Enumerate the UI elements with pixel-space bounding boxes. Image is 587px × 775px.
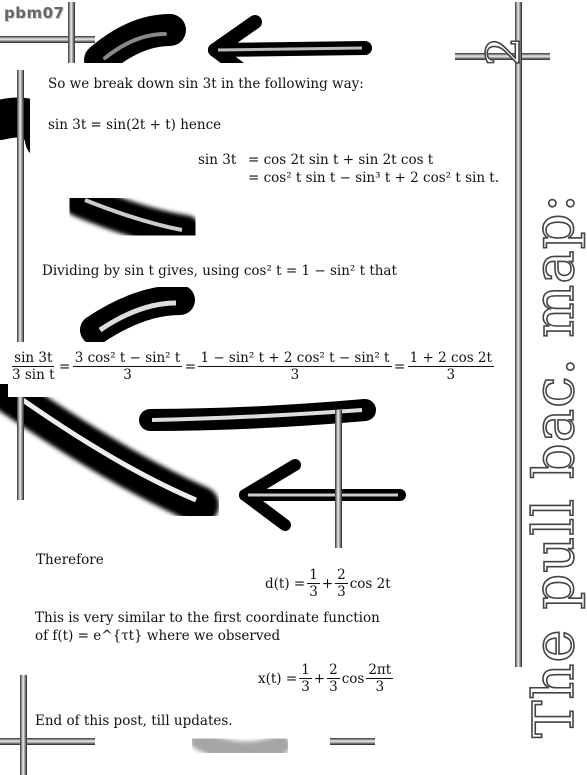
page-number: 2 (476, 36, 530, 66)
x-frac-3-num: 2πt (368, 662, 392, 678)
expansion-rhs-2: = cos² t sin t − sin³ t + 2 cos² t sin t. (248, 170, 500, 186)
d-equation (265, 567, 391, 600)
intro-line-2: sin 3t = sin(2t + t) hence (48, 117, 222, 133)
d-frac-1-num: 1 (309, 567, 318, 583)
equals-3: = (393, 358, 406, 375)
d-frac-1 (307, 567, 320, 600)
fraction-3-den: 3 (290, 367, 300, 383)
x-cos: cos (341, 670, 365, 687)
x-frac-2 (327, 662, 340, 695)
brush-stroke-bottom (200, 740, 280, 751)
similar-line-1: This is very similar to the first coordinate function (35, 610, 380, 626)
dividing-text: Dividing by sin t gives, using cos² t = 1 − sin² t that (42, 263, 397, 279)
fraction-2 (73, 350, 183, 383)
therefore-text: Therefore (36, 552, 104, 568)
x-lhs: x(t) = (258, 670, 298, 687)
fraction-4-num: 1 + 2 cos 2t (409, 350, 492, 366)
x-frac-2-den: 3 (329, 679, 338, 695)
fraction-1-den: 3 sin t (12, 367, 55, 383)
d-tail: cos 2t (349, 575, 391, 592)
expansion-rhs-1: = cos 2t sin t + sin 2t cos t (248, 152, 434, 168)
fraction-1-num: sin 3t (14, 350, 53, 366)
fraction-3 (198, 350, 391, 383)
page-title: The pull bac. map: (522, 192, 587, 738)
d-frac-2-den: 3 (337, 584, 346, 600)
similar-line-2: of f(t) = e^{τt} where we observed (35, 628, 281, 644)
fraction-1 (10, 350, 57, 383)
big-equation (8, 350, 496, 383)
d-frac-2 (335, 567, 348, 600)
expansion-lhs: sin 3t (198, 152, 237, 168)
d-plus: + (321, 575, 334, 592)
fraction-2-den: 3 (123, 367, 132, 383)
intro-line-1: So we break down sin 3t in the following way: (48, 76, 364, 92)
x-frac-1 (299, 662, 312, 695)
x-frac-1-den: 3 (301, 679, 310, 695)
x-plus: + (313, 670, 326, 687)
equals-1: = (58, 358, 71, 375)
d-frac-1-den: 3 (309, 584, 318, 600)
fraction-3-num: 1 − sin² t + 2 cos² t − sin² t (200, 350, 390, 366)
x-frac-3-den: 3 (375, 679, 385, 695)
d-frac-2-num: 2 (337, 567, 346, 583)
x-frac-1-num: 1 (301, 662, 310, 678)
ending-text: End of this post, till updates. (35, 713, 233, 729)
fraction-2-num: 3 cos² t − sin² t (74, 350, 181, 366)
x-equation (258, 662, 395, 695)
x-frac-3 (366, 662, 393, 695)
equals-2: = (184, 358, 197, 375)
x-frac-2-num: 2 (329, 662, 338, 678)
d-lhs: d(t) = (265, 575, 306, 592)
site-logo: pbm07 (4, 4, 65, 22)
fraction-4-den: 3 (446, 367, 456, 383)
fraction-4 (408, 350, 494, 383)
